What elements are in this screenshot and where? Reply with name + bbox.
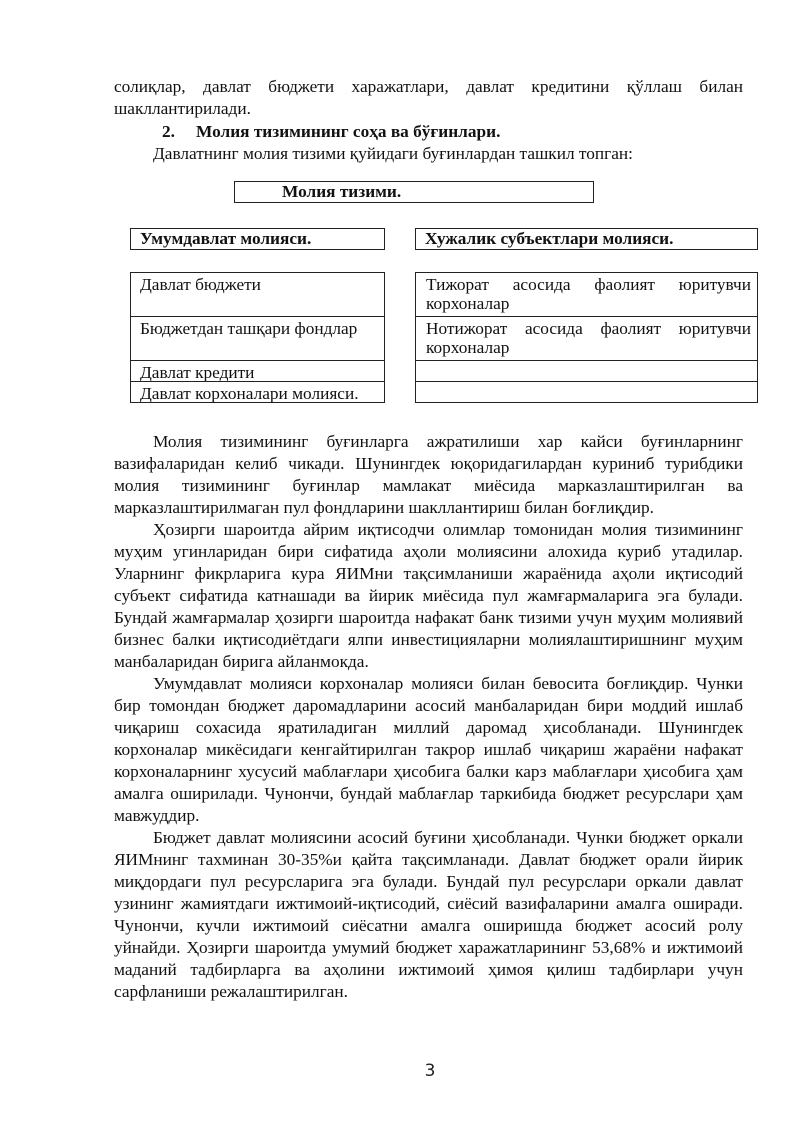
paragraph: Ҳозирги шароитда айрим иқтисодчи олимлар томонидан молия тизимининг муҳим угинларидан бири сифатида аҳоли молиясини алохида куриб утадилар. Уларнинг фикрларига кура ЯИМни тақсимланиши жараёнида аҳоли иқтисодий субъект сифатида катнашади ва йирик миёсида пул жамғармаларига эга булади. Бундай жамғармалар ҳозирги шароитда нафакат банк тизими учун муҳим молиявий бизнес балки иқтисодиётдаги ялпи инвестицияларни молиялаштиришнинг муҳим манбаларидан бирига айланмокда. — [114, 520, 743, 671]
top-paragraph: солиқлар, давлат бюджети харажатлари, давлат кредитини қўллаш билан шакллантирилади. — [114, 77, 743, 118]
enterprise-finance-header: Хужалик субъектлари молияси. — [415, 228, 758, 250]
body-text — [114, 431, 743, 1003]
scheme-right-item-empty — [415, 381, 758, 403]
paragraph: Умумдавлат молияси корхоналар молияси билан бевосита боғлиқдир. Чунки бир томондан бюджет даромадларини асосий манбаларидан бири моддий ишлаб чиқариш сохасида яратиладиган миллий даромад ҳисобланади. Шунингдек корхоналар микёсидаги кенгайтирилган такрор ишлаб чиқариш жараёни нафакат корхоналарнинг хусусий маблағлари ҳисобига балки карз маблағлари ҳисобига ҳам амалга оширилади. Чунончи, бундай маблағлар таркибида бюджет ресурслари ҳам мавжуддир. — [114, 674, 743, 825]
scheme-right-item: Нотижорат асосида фаолият юритувчи корхоналар — [415, 316, 758, 361]
section-title: Молия тизимининг соҳа ва бўғинлари. — [196, 122, 501, 141]
scheme-left-item: Бюджетдан ташқари фондлар — [130, 316, 385, 361]
section-heading — [114, 121, 743, 143]
paragraph: Бюджет давлат молиясини асосий буғини ҳисобланади. Чунки бюджет оркали ЯИМнинг тахминан 30-35%и қайта тақсимланади. Давлат бюджет орали йирик миқдордаги пул ресурсларига эга булади. Бундай пул ресурслари оркали давлат узининг жамиятдаги ижтимоий-иқтисодий, сиёсий вазифаларини амалга оширади. Чунончи, кучли ижтимоий сиёсатни амалга оширишда бюджет асосий ролу уйнайди. Ҳозирги шароитда умумий бюджет харажатларининг 53,68% и ижтимоий маданий тадбирларга ва аҳолини ижтимоий ҳимоя қилиш тадбирлари учун сарфланиши режалаштирилган. — [114, 828, 743, 1001]
intro-line: Давлатнинг молия тизими қуйидаги буғинлардан ташкил топган: — [153, 144, 633, 163]
scheme-right-item-empty — [415, 360, 758, 382]
public-finance-header: Умумдавлат молияси. — [130, 228, 385, 250]
document-page — [114, 76, 751, 1003]
scheme-left-item: Давлат корхоналари молияси. — [130, 381, 385, 403]
scheme-left-item: Давлат кредити — [130, 360, 385, 382]
scheme-right-item: Тижорат асосида фаолият юритувчи корхоналар — [415, 272, 758, 317]
financial-system-scheme — [114, 165, 751, 425]
page-number: 3 — [424, 1061, 436, 1081]
scheme-left-item: Давлат бюджети — [130, 272, 385, 317]
scheme-title: Молия тизими. — [234, 181, 594, 203]
paragraph: Молия тизимининг буғинларга ажратилиши хар кайси буғинларнинг вазифаларидан келиб чикади. Шунингдек юқоридагилардан куриниб турибдики молия тизимининг буғинлар мамлакат миёсида марказлаштирилган ва марказлаштирилмаган пул фондларини шакллантириш билан боғлиқдир. — [114, 432, 743, 517]
section-number: 2. — [162, 122, 175, 141]
